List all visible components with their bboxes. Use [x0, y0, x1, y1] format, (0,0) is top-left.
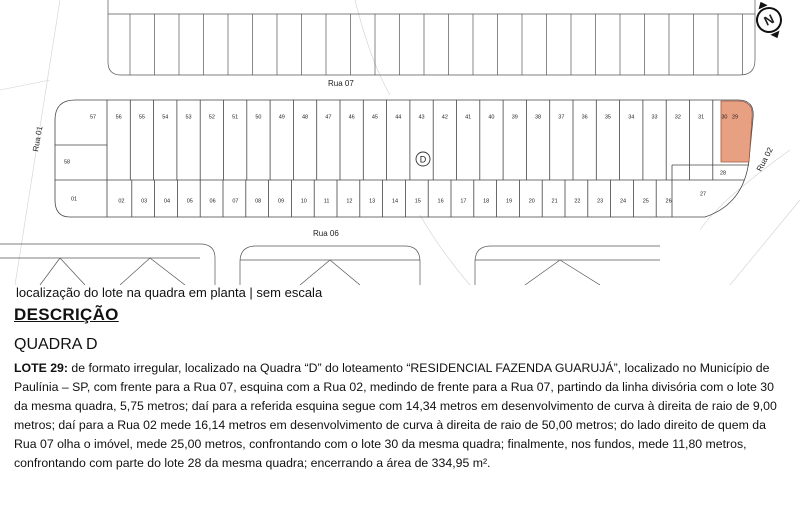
bottom-blocks — [0, 244, 660, 285]
lot-label-38: 38 — [534, 114, 542, 121]
lot-label-29: 29 — [731, 114, 739, 121]
lot-label-36: 36 — [581, 114, 588, 121]
lot-label-24: 24 — [619, 198, 627, 205]
lot-label-25: 25 — [642, 198, 649, 205]
lot-label-04: 04 — [163, 198, 171, 205]
top-row-lot-labels — [90, 114, 738, 120]
lot-label-23: 23 — [597, 198, 604, 205]
quadra-title: QUADRA D — [14, 336, 98, 353]
lot-label-30: 30 — [721, 114, 728, 121]
lot-label-33: 33 — [651, 114, 658, 121]
lot-label-34: 34 — [628, 114, 635, 121]
lot-label-48: 48 — [301, 114, 309, 121]
lot-label-28: 28 — [719, 170, 727, 177]
lot-label-08: 08 — [255, 198, 262, 205]
lot-label-39: 39 — [511, 114, 518, 121]
lot-label-12: 12 — [346, 198, 353, 205]
lot-label-01: 01 — [70, 196, 78, 203]
lot-label-57: 57 — [89, 114, 97, 121]
lot-label-06: 06 — [209, 198, 216, 205]
lot-label-35: 35 — [604, 114, 612, 121]
lot-label-55: 55 — [138, 114, 146, 121]
lot-label-22: 22 — [574, 198, 581, 205]
lot-label-11: 11 — [323, 198, 330, 205]
lot-label-18: 18 — [483, 198, 490, 205]
lot-label-50: 50 — [255, 114, 262, 121]
block-marker-label: D — [419, 154, 427, 165]
lot-label-44: 44 — [395, 114, 402, 121]
lot-label-43: 43 — [418, 114, 425, 121]
street-label-rua-02: Rua 02 — [754, 145, 775, 173]
lot-label-09: 09 — [277, 198, 285, 205]
highlighted-lot-29 — [721, 101, 752, 162]
lot-label-14: 14 — [391, 198, 399, 205]
lot-label-19: 19 — [505, 198, 513, 205]
lot-label-51: 51 — [232, 114, 239, 121]
lot-label-37: 37 — [558, 114, 565, 121]
lot-label-21: 21 — [551, 198, 558, 205]
lot-label-58: 58 — [63, 159, 71, 166]
lot-description-text: de formato irregular, localizado na Quadra “D” do loteamento “RESIDENCIAL FAZENDA GUARUJÁ”, localizado no Município de Paulínia – SP, com frente para a Rua 07, esquina com a Rua 02, medindo de frente para a Rua 07, partindo da linha divisória com o lote 30 da mesma quadra, 5,75 metros; daí para a referida esquina segue com 14,34 metros em desenvolvimento de curva à direita de raio de 9,00 metros; daí para a Rua 02 mede 16,14 metros em desenvolvimento de curva à direita de raio de 50,00 metros; do lado direito de quem da Rua 07 olha o imóvel, mede 25,00 metros, confrontando com o lote 30 da mesma quadra; finalmente, nos fundos, mede 11,80 metros, confrontando com parte do lote 28 da mesma quadra; encerrando a área de 334,95 m². — [14, 361, 777, 470]
lot-label-07: 07 — [232, 198, 239, 205]
lot-label-05: 05 — [186, 198, 193, 205]
bottom-row-lot-labels — [118, 198, 671, 204]
lot-description — [14, 359, 786, 472]
lot-label-31: 31 — [698, 114, 705, 121]
lot-label-54: 54 — [162, 114, 169, 121]
section-heading: DESCRIÇÃO — [14, 305, 119, 324]
lot-label-17: 17 — [460, 198, 467, 205]
lot-label-45: 45 — [371, 114, 379, 121]
lot-label-27: 27 — [699, 191, 707, 198]
lot-label-20: 20 — [528, 198, 535, 205]
lot-label-15: 15 — [414, 198, 421, 205]
street-label-rua-06: Rua 06 — [313, 229, 339, 238]
street-label-rua-07: Rua 07 — [328, 79, 354, 88]
top-block — [108, 0, 755, 75]
north-arrow-icon — [750, 0, 789, 43]
north-label: N — [761, 11, 777, 29]
lot-label-52: 52 — [208, 114, 215, 121]
lot-label-13: 13 — [369, 198, 376, 205]
lot-label-41: 41 — [465, 114, 472, 121]
lot-label-03: 03 — [141, 198, 148, 205]
lot-label-56: 56 — [115, 114, 122, 121]
lot-label-26: 26 — [665, 198, 672, 205]
lot-label-53: 53 — [185, 114, 192, 121]
lot-label-16: 16 — [437, 198, 444, 205]
lot-label: LOTE 29: — [14, 361, 68, 375]
lot-label-42: 42 — [441, 114, 448, 121]
lot-label-47: 47 — [325, 114, 332, 121]
lot-label-40: 40 — [488, 114, 495, 121]
lot-label-49: 49 — [278, 114, 285, 121]
lot-label-32: 32 — [674, 114, 681, 121]
street-label-rua-01: Rua 01 — [31, 125, 45, 153]
lot-label-46: 46 — [348, 114, 355, 121]
lot-label-10: 10 — [300, 198, 307, 205]
lot-label-02: 02 — [118, 198, 125, 205]
map-caption: localização do lote na quadra em planta | sem escala — [16, 285, 323, 300]
